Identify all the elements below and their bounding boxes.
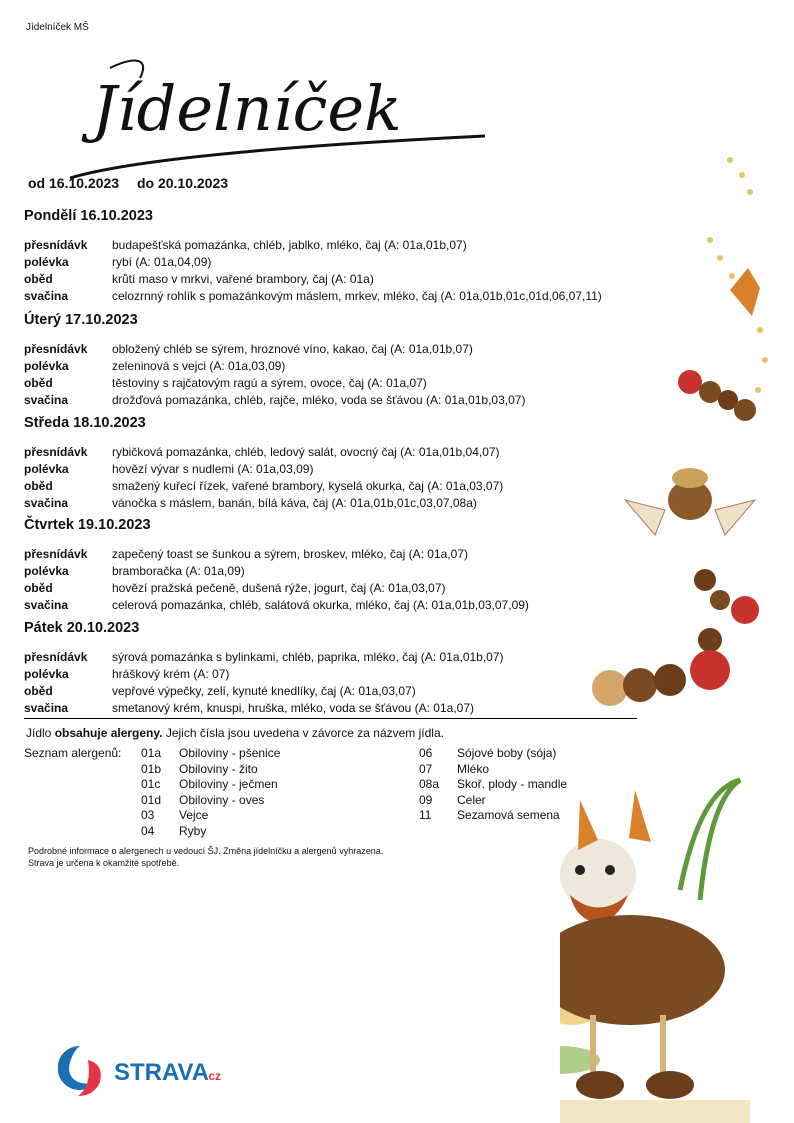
meal-label: polévka	[24, 564, 69, 578]
allergen-name: Mléko	[457, 761, 490, 776]
allergen-item	[141, 762, 258, 776]
meal-text: hráškový krém (A: 07)	[112, 667, 230, 681]
meal-label: oběd	[24, 376, 53, 390]
allergen-item	[419, 777, 567, 791]
meal-label: polévka	[24, 462, 69, 476]
allergen-name: Ryby	[179, 823, 207, 838]
meal-label: oběd	[24, 684, 53, 698]
allergen-name: Sezamová semena	[457, 808, 560, 822]
document-header: Jídelníček MŠ	[26, 22, 89, 33]
meal-text: smetanový krém, knuspi, hruška, mléko, voda se šťávou (A: 01a,07)	[112, 701, 474, 715]
allergen-code: 03	[141, 808, 155, 822]
allergen-name: Skoř. plody - mandle	[457, 777, 568, 791]
allergen-name: Obiloviny - oves	[179, 792, 265, 807]
meal-label: polévka	[24, 359, 69, 373]
allergen-code: 01a	[141, 746, 162, 760]
meal-text: rybí (A: 01a,04,09)	[112, 255, 212, 269]
meal-label: oběd	[24, 479, 53, 493]
meal-text: budapešťská pomazánka, chléb, jablko, mléko, čaj (A: 01a,01b,07)	[112, 238, 467, 252]
meal-text: vánočka s máslem, banán, bílá káva, čaj (A: 01a,01b,01c,03,07,08a)	[112, 496, 477, 510]
period-from: od 16.10.2023	[28, 175, 120, 191]
allergen-code: 01d	[141, 792, 162, 807]
day-title: Pondělí 16.10.2023	[24, 208, 153, 224]
allergen-code: 01b	[141, 761, 162, 776]
meal-row	[24, 272, 374, 286]
allergen-name: Obiloviny - pšenice	[179, 746, 281, 760]
meal-row	[24, 598, 529, 612]
allergen-code: 08a	[419, 777, 440, 791]
allergen-heading: Seznam alergenů:	[24, 746, 122, 760]
meal-row	[24, 238, 467, 252]
allergen-item	[141, 793, 264, 807]
allergen-item	[141, 746, 280, 760]
meal-row	[24, 667, 229, 681]
meal-text: rybičková pomazánka, chléb, ledový salát, ovocný čaj (A: 01a,01b,04,07)	[112, 445, 500, 459]
meal-text: těstoviny s rajčatovým ragú a sýrem, ovoce, čaj (A: 01a,07)	[112, 376, 427, 390]
allergen-name: Obiloviny - ječmen	[179, 777, 278, 791]
allergen-item	[419, 762, 489, 776]
meal-row	[24, 342, 473, 356]
allergen-note-prefix: Jídlo	[26, 726, 55, 740]
meal-label: svačina	[24, 496, 69, 510]
allergen-code: 11	[419, 808, 432, 822]
meal-text: obložený chléb se sýrem, hroznové víno, kakao, čaj (A: 01a,01b,07)	[112, 342, 473, 356]
meal-row	[24, 393, 525, 407]
autumn-chestnut-figures-illustration	[560, 100, 794, 1123]
allergen-item	[141, 808, 208, 822]
meal-row	[24, 479, 503, 493]
meal-row	[24, 289, 602, 303]
meal-label: svačina	[24, 598, 69, 612]
meal-row	[24, 462, 313, 476]
meal-text: zeleninová s vejci (A: 01a,03,09)	[112, 359, 286, 373]
meal-label: přesnídávk	[24, 650, 88, 664]
day-title: Čtvrtek 19.10.2023	[24, 517, 151, 533]
meal-label: svačina	[24, 393, 69, 407]
meal-text: smažený kuřecí řízek, vařené brambory, kyselá okurka, čaj (A: 01a,03,07)	[112, 479, 504, 493]
footer-note	[28, 845, 383, 869]
allergen-name: Vejce	[179, 808, 209, 822]
meal-label: přesnídávk	[24, 445, 88, 459]
meal-label: svačina	[24, 289, 69, 303]
allergen-name: Obiloviny - žito	[179, 761, 258, 776]
meal-text: vepřové výpečky, zelí, kynuté knedlíky, čaj (A: 01a,03,07)	[112, 684, 416, 698]
strava-brand-suffix: .cz	[205, 1069, 222, 1083]
meal-label: přesnídávk	[24, 342, 88, 356]
allergen-name: Celer	[457, 792, 486, 807]
meal-label: oběd	[24, 272, 53, 286]
meal-label: polévka	[24, 255, 69, 269]
meal-label: přesnídávk	[24, 547, 88, 561]
meal-text: hovězí vývar s nudlemi (A: 01a,03,09)	[112, 462, 314, 476]
strava-logo	[58, 1040, 228, 1100]
meal-row	[24, 376, 427, 390]
meal-label: oběd	[24, 581, 53, 595]
allergen-note-bold: obsahuje alergeny.	[54, 726, 163, 740]
allergen-code: 01c	[141, 777, 161, 791]
day-title: Pátek 20.10.2023	[24, 620, 140, 636]
period-to: do 20.10.2023	[136, 175, 229, 191]
allergen-item	[141, 824, 206, 838]
day-title: Středa 18.10.2023	[24, 415, 146, 431]
allergen-code: 06	[419, 746, 433, 760]
allergen-code: 07	[419, 761, 433, 776]
meal-label: přesnídávk	[24, 238, 88, 252]
day-title: Úterý 17.10.2023	[24, 312, 138, 328]
meal-text: bramboračka (A: 01a,09)	[112, 564, 245, 578]
allergen-name: Sójové boby (sója)	[457, 746, 557, 760]
meal-text: sýrová pomazánka s bylinkami, chléb, paprika, mléko, čaj (A: 01a,01b,07)	[112, 650, 504, 664]
meal-row	[24, 684, 416, 698]
meal-row	[24, 701, 474, 715]
footer-line-2: Strava je určena k okamžité spotřebě.	[28, 858, 180, 868]
allergen-item	[419, 793, 486, 807]
meal-label: svačina	[24, 701, 69, 715]
meal-text: celerová pomazánka, chléb, salátová okurka, mléko, čaj (A: 01a,01b,03,07,09)	[112, 598, 529, 612]
meal-row	[24, 445, 500, 459]
allergen-note	[26, 726, 444, 740]
strava-brand-name: STRAVA	[114, 1059, 210, 1086]
meal-row	[24, 650, 504, 664]
allergen-code: 09	[419, 792, 433, 807]
menu-title-logo	[40, 48, 510, 188]
meal-row	[24, 564, 245, 578]
meal-text: celozrnný rohlík s pomazánkovým máslem, mrkev, mléko, čaj (A: 01a,01b,01c,01d,06,07,11)	[112, 289, 602, 303]
title-script-text: Jídelníček	[92, 72, 402, 145]
meal-text: hovězí pražská pečeně, dušená rýže, jogurt, čaj (A: 01a,03,07)	[112, 581, 446, 595]
allergen-code: 04	[141, 823, 155, 838]
allergen-item	[141, 777, 278, 791]
meal-row	[24, 547, 468, 561]
meal-text: zapečený toast se šunkou a sýrem, broskev, mléko, čaj (A: 01a,07)	[112, 547, 468, 561]
menu-period	[28, 175, 242, 191]
meal-row	[24, 581, 446, 595]
footer-line-1: Podrobné informace o alergenech u vedoucí ŠJ. Změna jídelníčku a alergenů vyhrazena.	[28, 846, 384, 856]
meal-text: drožďová pomazánka, chléb, rajče, mléko, voda se šťávou (A: 01a,01b,03,07)	[112, 393, 526, 407]
meal-text: krůtí maso v mrkvi, vařené brambory, čaj (A: 01a)	[112, 272, 374, 286]
meal-row	[24, 496, 477, 510]
separator-line	[24, 718, 637, 719]
meal-row	[24, 359, 285, 373]
allergen-note-rest: Jejich čísla jsou uvedena v závorce za názvem jídla.	[162, 726, 444, 740]
allergen-item	[419, 808, 560, 822]
meal-label: polévka	[24, 667, 69, 681]
meal-row	[24, 255, 211, 269]
allergen-item	[419, 746, 556, 760]
